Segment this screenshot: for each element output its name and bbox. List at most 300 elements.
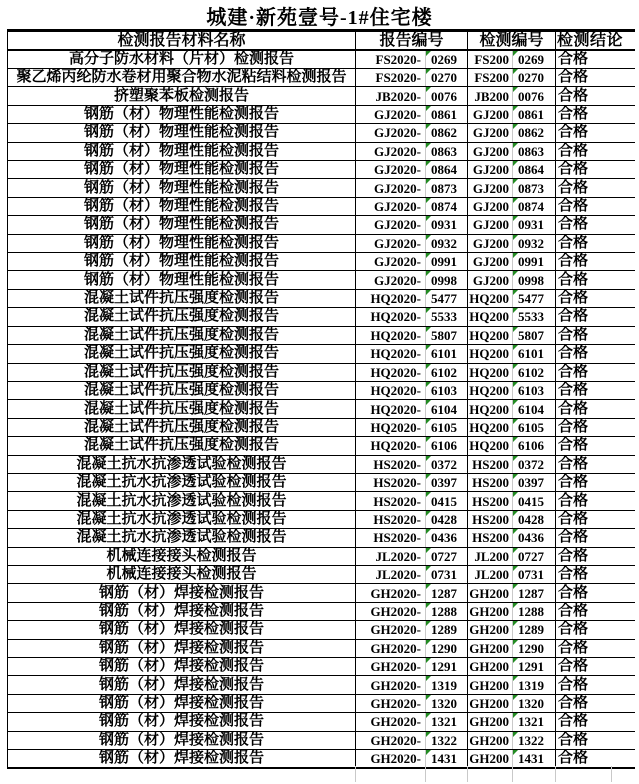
cell-test-number[interactable]: [513, 602, 556, 620]
cell-test-prefix[interactable]: [468, 124, 513, 142]
cell-test-result-text: 合格: [558, 142, 589, 159]
cell-test-prefix[interactable]: [468, 473, 513, 491]
gridline-stub: [425, 766, 426, 782]
cell-report-prefix[interactable]: [356, 363, 426, 381]
cell-material-name[interactable]: [8, 437, 356, 455]
cell-test-prefix[interactable]: [468, 253, 513, 271]
header-test-number[interactable]: 检测编号: [468, 31, 556, 51]
cell-report-prefix[interactable]: [356, 69, 426, 87]
cell-report-number[interactable]: [426, 584, 468, 602]
cell-report-number[interactable]: [426, 418, 468, 436]
cell-test-result[interactable]: [556, 529, 635, 547]
cell-test-result[interactable]: [556, 345, 635, 363]
cell-test-number[interactable]: [513, 271, 556, 289]
cell-test-number[interactable]: [513, 234, 556, 252]
cell-test-prefix-text: HQ200: [469, 346, 510, 362]
cell-test-prefix[interactable]: [468, 69, 513, 87]
cell-report-prefix[interactable]: [356, 197, 426, 215]
cell-report-prefix[interactable]: [356, 658, 426, 676]
cell-material-name[interactable]: [8, 345, 356, 363]
cell-report-prefix-text: GH2020-: [370, 732, 421, 748]
cell-test-number[interactable]: [513, 50, 556, 69]
cell-material-name[interactable]: [8, 565, 356, 583]
table-row: [8, 69, 635, 87]
cell-report-prefix[interactable]: [356, 713, 426, 731]
cell-test-result[interactable]: [556, 510, 635, 528]
cell-material-name[interactable]: [8, 473, 356, 491]
cell-report-prefix-text: GH2020-: [370, 640, 421, 656]
cell-material-name[interactable]: [8, 253, 356, 271]
table-row: [8, 308, 635, 326]
cell-test-number[interactable]: [513, 547, 556, 565]
table-row: [8, 271, 635, 289]
error-indicator-icon: [426, 456, 431, 461]
cell-test-result[interactable]: [556, 326, 635, 344]
cell-report-prefix[interactable]: [356, 400, 426, 418]
error-indicator-icon: [426, 713, 431, 718]
cell-material-name[interactable]: [8, 547, 356, 565]
cell-test-result[interactable]: [556, 621, 635, 639]
cell-report-prefix[interactable]: [356, 234, 426, 252]
table-row: [8, 547, 635, 565]
cell-test-result[interactable]: [556, 363, 635, 381]
cell-test-result-text: 合格: [558, 529, 589, 546]
cell-test-result[interactable]: [556, 69, 635, 87]
cell-test-result[interactable]: [556, 124, 635, 142]
cell-test-prefix[interactable]: [468, 234, 513, 252]
cell-material-name[interactable]: [8, 124, 356, 142]
cell-test-number[interactable]: [513, 473, 556, 491]
cell-report-number[interactable]: [426, 639, 468, 657]
cell-report-number[interactable]: [426, 124, 468, 142]
cell-material-name-text: 混凝土试件抗压强度检测报告: [83, 418, 279, 435]
cell-test-result[interactable]: [556, 50, 635, 69]
cell-report-number[interactable]: [426, 271, 468, 289]
cell-report-prefix-text: HQ2020-: [370, 364, 421, 380]
table-row: [8, 161, 635, 179]
cell-test-number[interactable]: [513, 142, 556, 160]
cell-test-number-text: 0864: [518, 162, 545, 178]
cell-test-number[interactable]: [513, 418, 556, 436]
cell-report-number-text: 6104: [431, 401, 457, 417]
cell-report-prefix[interactable]: [356, 142, 426, 160]
cell-test-result-text: 合格: [558, 234, 589, 251]
cell-report-prefix[interactable]: [356, 492, 426, 510]
cell-test-prefix[interactable]: [468, 142, 513, 160]
cell-material-name[interactable]: [8, 492, 356, 510]
cell-material-name[interactable]: [8, 713, 356, 731]
cell-report-number[interactable]: [426, 253, 468, 271]
cell-report-prefix[interactable]: [356, 510, 426, 528]
cell-report-number[interactable]: [426, 473, 468, 491]
header-report-number[interactable]: 报告编号: [356, 31, 468, 51]
error-indicator-icon: [426, 566, 431, 571]
cell-test-prefix[interactable]: [468, 363, 513, 381]
cell-test-prefix[interactable]: [468, 731, 513, 749]
cell-test-prefix[interactable]: [468, 639, 513, 657]
cell-report-number[interactable]: [426, 87, 468, 105]
cell-report-number[interactable]: [426, 750, 468, 769]
cell-test-result[interactable]: [556, 731, 635, 749]
cell-material-name[interactable]: [8, 363, 356, 381]
cell-material-name[interactable]: [8, 105, 356, 123]
cell-report-number[interactable]: [426, 381, 468, 399]
cell-material-name[interactable]: [8, 142, 356, 160]
cell-test-number[interactable]: [513, 289, 556, 307]
cell-test-prefix[interactable]: [468, 308, 513, 326]
cell-test-prefix[interactable]: [468, 694, 513, 712]
cell-test-result[interactable]: [556, 676, 635, 694]
cell-report-number[interactable]: [426, 658, 468, 676]
cell-report-number[interactable]: [426, 731, 468, 749]
cell-test-number[interactable]: [513, 750, 556, 769]
cell-report-prefix[interactable]: [356, 345, 426, 363]
cell-test-number[interactable]: [513, 713, 556, 731]
cell-material-name[interactable]: [8, 381, 356, 399]
cell-test-number[interactable]: [513, 345, 556, 363]
cell-report-prefix[interactable]: [356, 161, 426, 179]
cell-test-result[interactable]: [556, 308, 635, 326]
cell-report-prefix[interactable]: [356, 308, 426, 326]
cell-test-number-text: 0428: [518, 511, 545, 527]
cell-test-number[interactable]: [513, 363, 556, 381]
cell-test-prefix[interactable]: [468, 216, 513, 234]
cell-material-name[interactable]: [8, 289, 356, 307]
cell-material-name[interactable]: [8, 87, 356, 105]
cell-report-prefix[interactable]: [356, 455, 426, 473]
cell-test-result[interactable]: [556, 473, 635, 491]
cell-test-prefix[interactable]: [468, 658, 513, 676]
cell-test-result[interactable]: [556, 658, 635, 676]
cell-test-result-text: 合格: [558, 676, 589, 693]
cell-test-number[interactable]: [513, 639, 556, 657]
cell-material-name[interactable]: [8, 418, 356, 436]
cell-test-result[interactable]: [556, 418, 635, 436]
cell-test-number[interactable]: [513, 400, 556, 418]
cell-material-name[interactable]: [8, 750, 356, 769]
cell-test-result[interactable]: [556, 216, 635, 234]
cell-test-number[interactable]: [513, 216, 556, 234]
cell-test-number[interactable]: [513, 492, 556, 510]
cell-report-prefix[interactable]: [356, 105, 426, 123]
cell-material-name-text: 挤塑聚苯板检测报告: [113, 87, 249, 104]
cell-report-prefix[interactable]: [356, 529, 426, 547]
cell-material-name[interactable]: [8, 308, 356, 326]
cell-report-prefix[interactable]: [356, 584, 426, 602]
cell-test-number[interactable]: [513, 676, 556, 694]
cell-report-prefix[interactable]: [356, 473, 426, 491]
error-indicator-icon: [513, 511, 518, 516]
cell-test-result[interactable]: [556, 639, 635, 657]
cell-test-number[interactable]: [513, 87, 556, 105]
cell-test-number[interactable]: [513, 584, 556, 602]
cell-test-prefix[interactable]: [468, 87, 513, 105]
cell-report-number[interactable]: [426, 197, 468, 215]
cell-test-result[interactable]: [556, 713, 635, 731]
cell-test-result[interactable]: [556, 547, 635, 565]
cell-report-prefix[interactable]: [356, 547, 426, 565]
cell-test-result[interactable]: [556, 455, 635, 473]
cell-test-prefix[interactable]: [468, 381, 513, 399]
cell-test-number[interactable]: [513, 308, 556, 326]
cell-test-result[interactable]: [556, 694, 635, 712]
cell-test-prefix[interactable]: [468, 455, 513, 473]
cell-test-prefix[interactable]: [468, 492, 513, 510]
cell-report-prefix-text: GJ2020-: [374, 217, 421, 233]
cell-test-result[interactable]: [556, 584, 635, 602]
cell-test-result[interactable]: [556, 234, 635, 252]
cell-test-result[interactable]: [556, 142, 635, 160]
cell-test-prefix[interactable]: [468, 529, 513, 547]
cell-test-prefix[interactable]: [468, 326, 513, 344]
header-test-conclusion[interactable]: 检测结论: [556, 31, 635, 51]
cell-material-name[interactable]: [8, 400, 356, 418]
cell-material-name[interactable]: [8, 658, 356, 676]
cell-test-number-text: 0874: [518, 199, 545, 215]
cell-report-number[interactable]: [426, 308, 468, 326]
cell-report-number[interactable]: [426, 161, 468, 179]
cell-report-number-text: 0932: [431, 235, 457, 251]
cell-report-prefix[interactable]: [356, 676, 426, 694]
cell-test-number-text: 0862: [518, 125, 545, 141]
cell-test-number[interactable]: [513, 179, 556, 197]
cell-report-number-text: 6102: [431, 364, 457, 380]
cell-test-number[interactable]: [513, 161, 556, 179]
cell-report-prefix[interactable]: [356, 271, 426, 289]
cell-test-prefix[interactable]: [468, 621, 513, 639]
cell-material-name[interactable]: [8, 529, 356, 547]
cell-material-name[interactable]: [8, 271, 356, 289]
cell-report-prefix[interactable]: [356, 437, 426, 455]
cell-test-prefix[interactable]: [468, 676, 513, 694]
gridline-stub: [512, 766, 513, 782]
cell-test-prefix[interactable]: [468, 713, 513, 731]
cell-report-number[interactable]: [426, 529, 468, 547]
cell-test-number[interactable]: [513, 253, 556, 271]
cell-report-number[interactable]: [426, 50, 468, 69]
error-indicator-icon: [513, 87, 518, 92]
cell-report-number[interactable]: [426, 142, 468, 160]
cell-test-number[interactable]: [513, 565, 556, 583]
cell-test-result[interactable]: [556, 565, 635, 583]
cell-material-name-text: 混凝土试件抗压强度检测报告: [83, 437, 279, 454]
cell-report-number[interactable]: [426, 547, 468, 565]
error-indicator-icon: [426, 640, 431, 645]
cell-test-prefix[interactable]: [468, 750, 513, 769]
cell-test-result[interactable]: [556, 492, 635, 510]
cell-report-prefix-text: HQ2020-: [370, 383, 421, 399]
cell-test-number[interactable]: [513, 381, 556, 399]
cell-report-prefix[interactable]: [356, 381, 426, 399]
cell-test-prefix-text: GH200: [469, 751, 510, 767]
cell-test-number[interactable]: [513, 437, 556, 455]
cell-material-name[interactable]: [8, 676, 356, 694]
cell-test-prefix-text: HQ200: [469, 327, 510, 343]
cell-report-prefix[interactable]: [356, 694, 426, 712]
cell-test-result[interactable]: [556, 289, 635, 307]
cell-test-prefix[interactable]: [468, 418, 513, 436]
cell-report-number[interactable]: [426, 216, 468, 234]
cell-material-name[interactable]: [8, 455, 356, 473]
cell-test-number[interactable]: [513, 124, 556, 142]
cell-report-number[interactable]: [426, 621, 468, 639]
cell-material-name[interactable]: [8, 326, 356, 344]
cell-material-name[interactable]: [8, 731, 356, 749]
cell-test-result[interactable]: [556, 437, 635, 455]
cell-report-number[interactable]: [426, 400, 468, 418]
cell-report-number[interactable]: [426, 179, 468, 197]
cell-test-number[interactable]: [513, 197, 556, 215]
error-indicator-icon: [513, 713, 518, 718]
cell-report-number[interactable]: [426, 676, 468, 694]
cell-report-prefix[interactable]: [356, 565, 426, 583]
cell-test-number[interactable]: [513, 326, 556, 344]
cell-report-number[interactable]: [426, 713, 468, 731]
cell-test-result[interactable]: [556, 271, 635, 289]
cell-test-result[interactable]: [556, 602, 635, 620]
cell-test-number[interactable]: [513, 731, 556, 749]
cell-test-result[interactable]: [556, 87, 635, 105]
cell-report-number-text: 1322: [431, 732, 457, 748]
cell-test-number-text: 6103: [518, 383, 545, 399]
cell-test-number-text: 0991: [518, 254, 545, 270]
cell-report-prefix[interactable]: [356, 639, 426, 657]
cell-test-result-text: 合格: [558, 731, 589, 748]
cell-report-prefix[interactable]: [356, 216, 426, 234]
cell-report-prefix[interactable]: [356, 418, 426, 436]
cell-report-prefix[interactable]: [356, 124, 426, 142]
error-indicator-icon: [426, 750, 431, 755]
cell-test-prefix-text: GJ200: [472, 143, 510, 159]
table-row: [8, 179, 635, 197]
cell-report-prefix[interactable]: [356, 87, 426, 105]
cell-test-prefix[interactable]: [468, 602, 513, 620]
cell-report-number[interactable]: [426, 492, 468, 510]
cell-report-prefix[interactable]: [356, 50, 426, 69]
cell-report-number[interactable]: [426, 326, 468, 344]
cell-material-name[interactable]: [8, 179, 356, 197]
cell-report-number-text: 0731: [431, 567, 457, 583]
cell-test-number[interactable]: [513, 69, 556, 87]
cell-test-result[interactable]: [556, 253, 635, 271]
cell-report-number[interactable]: [426, 565, 468, 583]
cell-report-number[interactable]: [426, 602, 468, 620]
cell-report-number[interactable]: [426, 289, 468, 307]
cell-test-prefix[interactable]: [468, 437, 513, 455]
cell-test-result[interactable]: [556, 750, 635, 769]
cell-report-number[interactable]: [426, 455, 468, 473]
cell-material-name-text: 钢筋（材）物理性能检测报告: [83, 198, 279, 215]
gridline-stub: [555, 766, 556, 782]
cell-test-prefix[interactable]: [468, 345, 513, 363]
cell-test-prefix[interactable]: [468, 289, 513, 307]
cell-test-prefix-text: GH200: [469, 622, 510, 638]
cell-test-result[interactable]: [556, 161, 635, 179]
cell-test-result[interactable]: [556, 105, 635, 123]
cell-material-name[interactable]: [8, 621, 356, 639]
cell-test-number[interactable]: [513, 694, 556, 712]
cell-report-prefix-text: JL2020-: [375, 548, 421, 564]
cell-material-name[interactable]: [8, 602, 356, 620]
cell-test-prefix-text: GJ200: [472, 162, 510, 178]
cell-material-name-text: 聚乙烯丙纶防水卷材用聚合物水泥粘结料检测报告: [16, 69, 347, 86]
cell-report-prefix[interactable]: [356, 289, 426, 307]
cell-report-number[interactable]: [426, 345, 468, 363]
table-row: [8, 731, 635, 749]
cell-test-result-text: 合格: [558, 658, 589, 675]
cell-test-result[interactable]: [556, 400, 635, 418]
cell-test-prefix[interactable]: [468, 105, 513, 123]
cell-material-name[interactable]: [8, 197, 356, 215]
cell-test-prefix[interactable]: [468, 161, 513, 179]
cell-report-number[interactable]: [426, 694, 468, 712]
cell-test-result[interactable]: [556, 381, 635, 399]
cell-test-number[interactable]: [513, 105, 556, 123]
cell-test-prefix[interactable]: [468, 271, 513, 289]
cell-material-name[interactable]: [8, 694, 356, 712]
error-indicator-icon: [513, 695, 518, 700]
cell-material-name[interactable]: [8, 161, 356, 179]
cell-material-name[interactable]: [8, 216, 356, 234]
cell-test-prefix[interactable]: [468, 584, 513, 602]
cell-test-result[interactable]: [556, 179, 635, 197]
cell-test-result-text: 合格: [558, 253, 589, 270]
cell-report-prefix-text: GJ2020-: [374, 125, 421, 141]
cell-test-prefix[interactable]: [468, 565, 513, 583]
cell-test-number[interactable]: [513, 621, 556, 639]
cell-report-number[interactable]: [426, 363, 468, 381]
cell-report-prefix[interactable]: [356, 621, 426, 639]
cell-report-prefix[interactable]: [356, 253, 426, 271]
cell-test-result-text: 合格: [558, 124, 589, 141]
error-indicator-icon: [513, 566, 518, 571]
cell-report-prefix[interactable]: [356, 179, 426, 197]
cell-test-number[interactable]: [513, 529, 556, 547]
cell-report-number[interactable]: [426, 105, 468, 123]
cell-report-prefix[interactable]: [356, 750, 426, 769]
error-indicator-icon: [513, 69, 518, 74]
cell-report-number[interactable]: [426, 69, 468, 87]
cell-material-name[interactable]: [8, 50, 356, 69]
cell-test-prefix[interactable]: [468, 400, 513, 418]
cell-report-prefix-text: HQ2020-: [370, 291, 421, 307]
cell-test-result-text: 合格: [558, 437, 589, 454]
cell-report-number[interactable]: [426, 510, 468, 528]
cell-report-number[interactable]: [426, 234, 468, 252]
cell-test-prefix[interactable]: [468, 50, 513, 69]
cell-test-number[interactable]: [513, 510, 556, 528]
table-row: [8, 363, 635, 381]
cell-material-name[interactable]: [8, 510, 356, 528]
cell-report-prefix[interactable]: [356, 326, 426, 344]
cell-test-number[interactable]: [513, 455, 556, 473]
cell-test-prefix[interactable]: [468, 547, 513, 565]
header-material-name[interactable]: 检测报告材料名称: [8, 31, 356, 51]
error-indicator-icon: [426, 161, 431, 166]
cell-test-prefix[interactable]: [468, 197, 513, 215]
cell-material-name[interactable]: [8, 639, 356, 657]
cell-material-name[interactable]: [8, 584, 356, 602]
cell-test-result[interactable]: [556, 197, 635, 215]
cell-test-number[interactable]: [513, 658, 556, 676]
cell-material-name[interactable]: [8, 234, 356, 252]
cell-test-prefix[interactable]: [468, 179, 513, 197]
cell-material-name[interactable]: [8, 69, 356, 87]
cell-report-number[interactable]: [426, 437, 468, 455]
cell-report-prefix[interactable]: [356, 602, 426, 620]
cell-test-prefix[interactable]: [468, 510, 513, 528]
cell-report-prefix[interactable]: [356, 731, 426, 749]
